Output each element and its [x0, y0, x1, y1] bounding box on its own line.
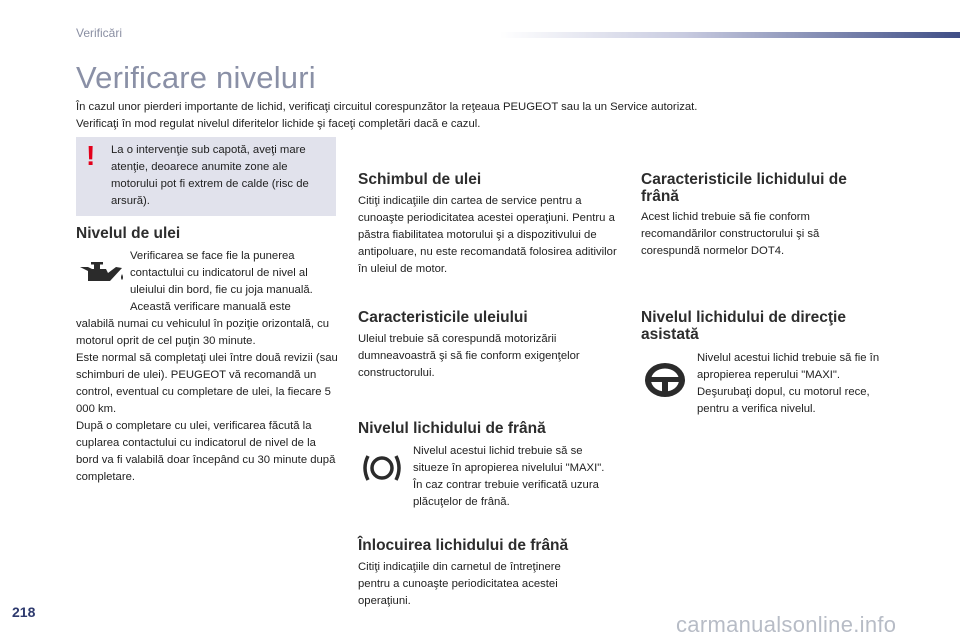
steering-level-text: Nivelul acestui lichid trebuie să fie în apropierea reperului "MAXI". Deşurubaţi dopul, cu motorul rece, pentru a verifica nivelul.	[697, 352, 880, 415]
heading-oil-characteristics: Caracteristicile uleiului	[358, 309, 528, 326]
heading-brake-level: Nivelul lichidului de frână	[358, 420, 546, 437]
heading-oil-level: Nivelul de ulei	[76, 225, 181, 242]
oil-level-paragraph: După o completare cu ulei, verificarea făcută la cuplarea contactului cu indicatorul de nivel de la bord va fi valabilă doar începând cu 30 minute după completare.	[76, 420, 336, 483]
oil-level-paragraph: Este normal să completaţi ulei între două revizii (sau schimburi de ulei). PEUGEOT vă recomandă un control, eventual cu completare de ulei, la fiecare 5 000 km.	[76, 352, 338, 415]
brake-characteristics-text: Acest lichid trebuie să fie conform recomandărilor constructorului şi să corespundă normelor DOT4.	[641, 211, 820, 257]
heading-oil-change: Schimbul de ulei	[358, 171, 482, 188]
oil-level-text-continued: Această verificare manuală este	[130, 301, 291, 313]
brake-level-text: Nivelul acestui lichid trebuie să se situeze în apropierea nivelului "MAXI". În caz contrar trebuie verificată uzura plăcuţelor de frână.	[413, 445, 605, 508]
oil-can-icon	[78, 257, 126, 285]
brake-change-text: Citiţi indicaţiile din carnetul de întreţinere pentru a cunoaşte periodicitatea acestei operaţiuni.	[358, 561, 561, 607]
section-label: Verificări	[76, 26, 123, 40]
brake-icon	[362, 452, 402, 484]
oil-level-text-rest	[76, 316, 338, 486]
heading-brake-change: Înlocuirea lichidului de frână	[358, 537, 569, 554]
intro-text	[76, 99, 936, 133]
steering-wheel-icon	[642, 360, 688, 400]
watermark: carmanualsonline.info	[676, 612, 897, 637]
warning-icon: !	[86, 140, 96, 171]
heading-steering-level: Nivelul lichidului de direcţie asistată	[641, 309, 846, 343]
intro-line-1: În cazul unor pierderi importante de lichid, verificaţi circuitul corespunzător la reţeaua PEUGEOT sau la un Service autorizat.	[76, 101, 698, 113]
page-title: Verificare niveluri	[76, 60, 316, 95]
oil-characteristics-text: Uleiul trebuie să corespundă motorizării dumneavoastră şi să fie conform exigenţelor constructorului.	[358, 333, 580, 379]
oil-change-text: Citiţi indicaţiile din cartea de service pentru a cunoaşte periodicitatea acestei operaţiuni. Pentru a păstra fiabilitatea motorului şi a dispozitivului de antipoluare, nu este recomandată folosirea aditivilor în uleiul de motor.	[358, 195, 617, 275]
oil-level-text-beside-icon: Verificarea se face fie la punerea contactului cu indicatorul de nivel al uleiului din bord, fie cu joja manuală.	[130, 250, 313, 296]
heading-brake-characteristics: Caracteristicile lichidului de frână	[641, 171, 847, 205]
header-bar	[500, 32, 960, 38]
intro-line-2: Verificaţi în mod regulat nivelul diferitelor lichide şi faceţi completări dacă e cazul.	[76, 118, 481, 130]
page-number: 218	[12, 604, 36, 620]
warning-text: La o intervenţie sub capotă, aveţi mare atenţie, deoarece anumite zone ale motorului pot fi extrem de calde (risc de arsură).	[111, 144, 309, 207]
oil-level-paragraph: valabilă numai cu vehiculul în poziţie orizontală, cu motorul oprit de cel puţin 30 minute.	[76, 318, 330, 347]
